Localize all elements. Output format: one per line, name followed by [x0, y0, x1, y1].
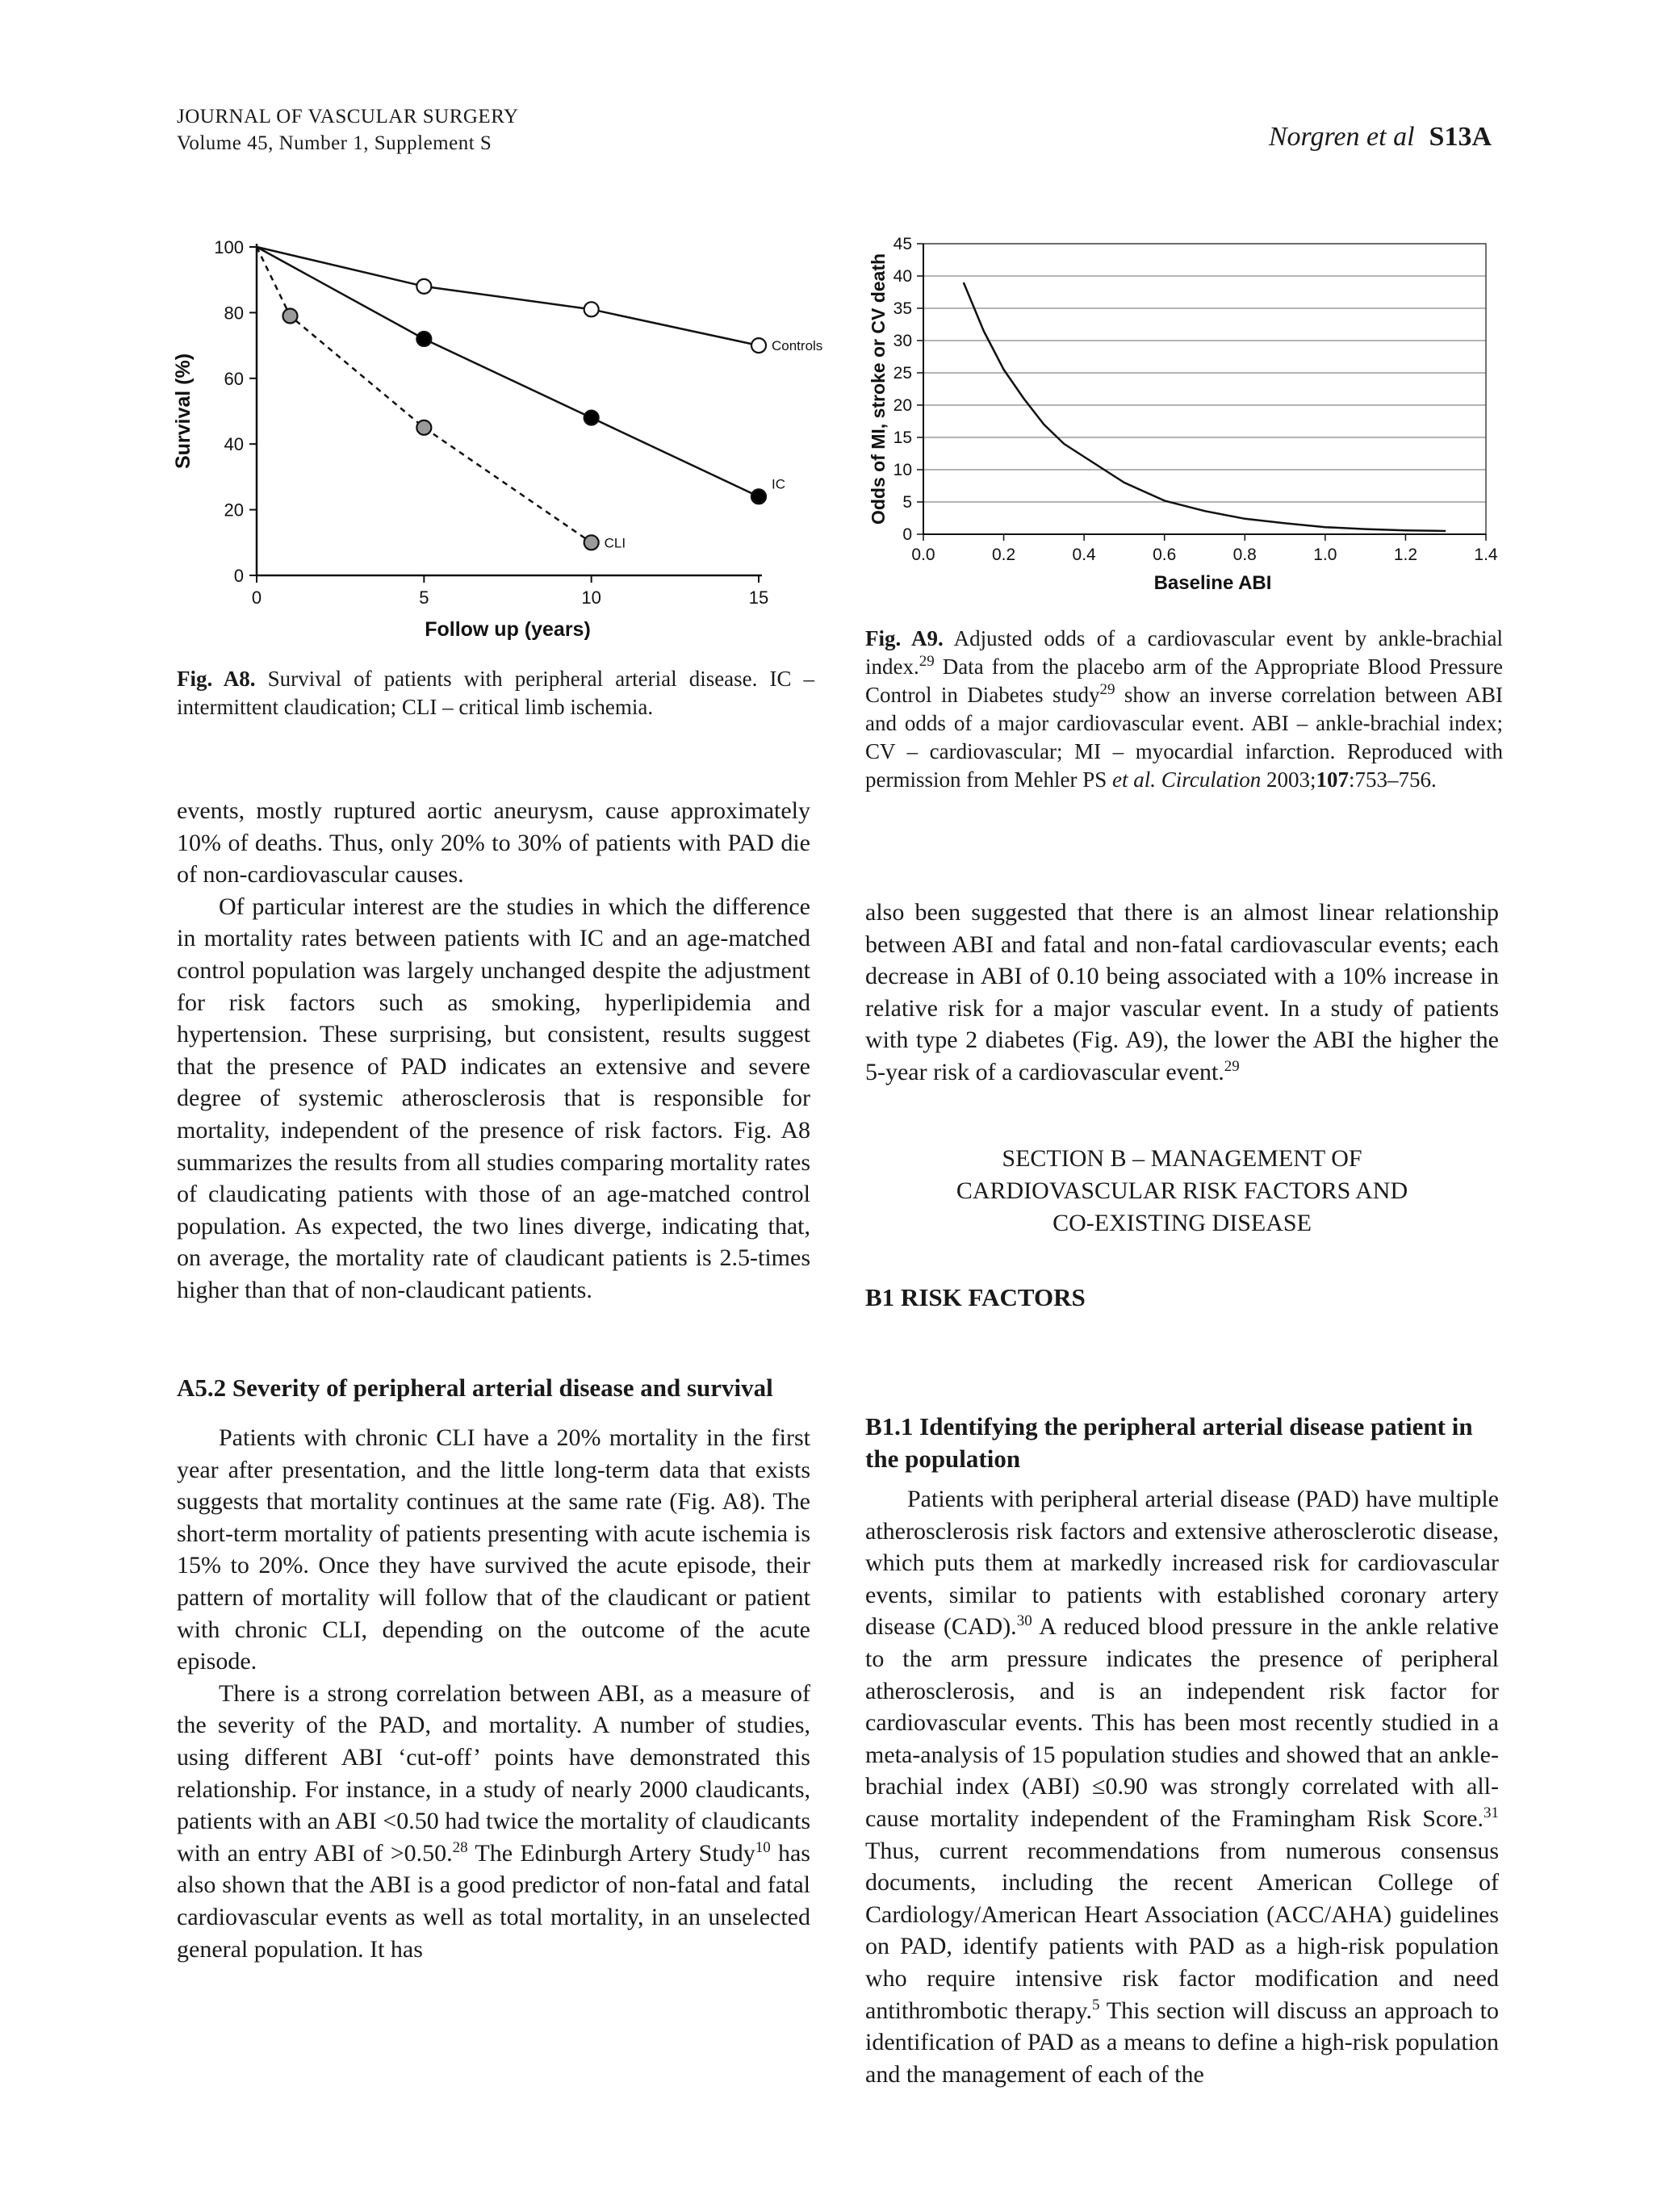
- y-tick-label: 25: [893, 364, 912, 383]
- series-line-ic: [257, 247, 759, 496]
- caption-text: Data from the placebo arm of the Appropriate Blood Pressure Control in Diabetes study: [865, 654, 1504, 707]
- series-label-cli: CLI: [604, 535, 626, 551]
- y-tick-label: 10: [893, 461, 912, 479]
- text-run: also been suggested that there is an almost linear relationship between ABI and fatal and non-fatal cardiovascular events; each decrease in ABI of 0.10 being associated with a 10% increase in relative risk for a major vascular event. In a study of patients with type 2 diabetes (Fig. A9), the lower the ABI the higher the 5-year risk of a cardiovascular event.: [865, 899, 1499, 1085]
- caption-text: show an inverse correlation between ABI and odds of a major cardiovascular event. ABI – ankle-brachial index; CV – cardiovascular; MI – myocardial infarction. Reproduced with permission from Mehler PS: [865, 683, 1504, 792]
- y-tick-label: 60: [224, 368, 244, 389]
- caption-text: et al.: [1111, 767, 1156, 792]
- citation-ref: 28: [452, 1838, 468, 1856]
- right-column-upper: [865, 897, 1499, 1089]
- right-column-lower: [865, 1411, 1499, 2090]
- caption-text: :753–756.: [1349, 767, 1437, 792]
- section-heading-a5-2: A5.2 Severity of peripheral arterial disease and survival: [177, 1374, 773, 1402]
- x-tick-label: 0.6: [1153, 546, 1177, 564]
- figure-a8-caption-text: Survival of patients with peripheral arterial disease. IC – intermittent claudication; CLI – critical limb ischemia.: [177, 667, 814, 719]
- y-tick-label: 20: [224, 500, 244, 521]
- x-axis-title: Follow up (years): [425, 618, 591, 641]
- citation-ref: 29: [919, 653, 935, 670]
- x-tick-label: 1.0: [1313, 546, 1337, 564]
- left-column-upper: [177, 795, 810, 1307]
- section-title-line: CO-EXISTING DISEASE: [1052, 1210, 1312, 1236]
- text-run: has also shown that the ABI is a good predictor of non-fatal and fatal cardiovascular events as well as total mortality, in an unselected general population. It has: [177, 1839, 810, 1963]
- volume-info: Volume 45, Number 1, Supplement S: [177, 132, 492, 154]
- y-tick-label: 20: [893, 396, 912, 415]
- section-b-title: [865, 1143, 1499, 1240]
- y-tick-label: 0: [233, 566, 244, 586]
- text-run: The Edinburgh Artery Study: [467, 1839, 755, 1867]
- y-tick-label: 40: [893, 267, 912, 286]
- running-header: [177, 103, 519, 157]
- paragraph: [865, 1483, 1499, 2090]
- journal-name: JOURNAL OF VASCULAR SURGERY: [177, 106, 519, 128]
- y-tick-label: 40: [224, 434, 244, 455]
- paragraph: Of particular interest are the studies in which the difference in mortality rates between patients with IC and an age-matched control population was largely unchanged despite the adjustment for risk factors such as smoking, hyperlipidemia and hypertension. These surprising, but consistent, results suggest that the presence of PAD indicates an extensive and severe degree of systemic atherosclerosis that is responsible for mortality, independent of the presence of risk factors. Fig. A8 summarizes the results from all studies comparing mortality rates of claudicating patients with those of an age-matched control population. As expected, the two lines diverge, indicating that, on average, the mortality rate of claudicant patients is 2.5-times higher than that of non-claudicant patients.: [177, 893, 810, 1303]
- authors: Norgren et al: [1268, 122, 1415, 152]
- x-tick-label: 5: [419, 587, 429, 608]
- caption-text: Adjusted odds of a cardiovascular event by ankle-brachial index.: [865, 626, 1503, 679]
- y-tick-label: 100: [214, 237, 244, 257]
- text-run: A reduced blood pressure in the ankle relative to the arm pressure indicates the presence of peripheral atherosclerosis, and is an independent risk factor for cardiovascular events. This has been most recently studied in a meta-analysis of 15 population studies and showed that an ankle-brachial index (ABI) ≤0.90 was strongly correlated with all-cause mortality independent of the Framingham Risk Score.: [865, 1613, 1500, 1832]
- y-axis-title: Survival (%): [172, 353, 195, 470]
- y-tick-label: 0: [902, 525, 912, 544]
- citation-ref: 29: [1099, 681, 1115, 698]
- figure-a9-chart: [854, 224, 1516, 604]
- data-point-controls: [416, 279, 431, 294]
- y-tick-label: 15: [893, 429, 912, 447]
- section-title-line: CARDIOVASCULAR RISK FACTORS AND: [956, 1177, 1408, 1204]
- paragraph: [177, 1678, 810, 1965]
- data-point-ic: [416, 332, 431, 346]
- x-tick-label: 15: [748, 587, 769, 608]
- text-run: There is a strong correlation between ABI, as a measure of the severity of the PAD, and mortality. A number of studies, using different ABI ‘cut-off’ points have demonstrated this relationship. For instance, in a study of nearly 2000 claudicants, patients with an ABI <0.50 had twice the mortality of claudicants with an entry ABI of >0.50.: [177, 1679, 810, 1867]
- x-axis-title: Baseline ABI: [1153, 572, 1272, 594]
- left-column-lower: [177, 1372, 810, 1965]
- x-tick-label: 0: [251, 587, 262, 608]
- x-tick-label: 0.4: [1072, 546, 1096, 564]
- text-run: Thus, current recommendations from numerous consensus documents, including the recent American College of Cardiology/American Heart Association (ACC/AHA) guidelines on PAD, identify patients with PAD as a high-risk population who require intensive risk factor modification and need antithrombotic therapy.: [865, 1837, 1499, 2024]
- data-point-controls: [751, 338, 766, 353]
- data-point-ic: [584, 411, 599, 425]
- heading-b1-1: B1.1 Identifying the peripheral arterial disease patient in the population: [865, 1412, 1473, 1473]
- data-point-cli: [282, 308, 297, 323]
- x-tick-label: 0.8: [1232, 546, 1257, 564]
- page-header-right: [1269, 121, 1492, 153]
- x-tick-label: 1.2: [1393, 546, 1418, 564]
- paragraph: Patients with chronic CLI have a 20% mortality in the first year after presentation, and the little long-term data that exists suggests that mortality continues at the same rate (Fig. A8). The short-term mortality of patients presenting with acute ischemia is 15% to 20%. Once they have survived the acute episode, their pattern of mortality will follow that of the claudicant or patient with chronic CLI, depending on the outcome of the acute episode.: [177, 1424, 810, 1675]
- text-run: This section will discuss an approach to identification of PAD as a means to define a high-risk population and the management of each of the: [865, 1997, 1500, 2088]
- citation-ref: 5: [1091, 1996, 1100, 2013]
- y-axis-title: Odds of MI, stroke or CV death: [868, 253, 889, 525]
- x-tick-label: 0.0: [911, 546, 935, 564]
- series-line-odds: [964, 282, 1446, 531]
- x-tick-label: 1.4: [1474, 546, 1498, 564]
- y-tick-label: 80: [224, 303, 244, 324]
- citation-ref: 30: [1016, 1612, 1032, 1630]
- plot-frame: [923, 244, 1486, 534]
- y-tick-label: 30: [893, 332, 912, 350]
- paragraph: [865, 897, 1499, 1089]
- caption-volume: 107: [1316, 767, 1350, 792]
- caption-journal: Circulation: [1161, 767, 1262, 792]
- page-number: S13A: [1429, 122, 1492, 152]
- series-label-ic: IC: [772, 476, 785, 492]
- y-tick-label: 35: [893, 299, 912, 318]
- citation-ref: 10: [755, 1838, 771, 1856]
- data-point-cli: [584, 535, 599, 550]
- series-label-controls: Controls: [772, 338, 823, 354]
- heading-b1-risk-factors: B1 RISK FACTORS: [865, 1283, 1086, 1311]
- figure-a9-label: Fig. A9.: [865, 626, 944, 650]
- y-tick-label: 45: [893, 235, 912, 253]
- data-point-controls: [584, 302, 599, 316]
- x-tick-label: 0.2: [991, 546, 1016, 564]
- figure-a9-caption: [865, 625, 1503, 794]
- text-run: Patients with peripheral arterial disease (PAD) have multiple atherosclerosis risk factors and extensive atherosclerotic disease, which puts them at markedly increased risk for cardiovascular events, similar to patients with established coronary artery disease (CAD).: [865, 1486, 1499, 1641]
- data-point-cli: [416, 420, 431, 435]
- figure-a8-caption: [177, 665, 814, 721]
- section-title-line: SECTION B – MANAGEMENT OF: [1002, 1145, 1362, 1172]
- caption-text: 2003;: [1266, 767, 1316, 792]
- citation-ref: 29: [1224, 1057, 1240, 1075]
- data-point-ic: [751, 489, 766, 504]
- x-tick-label: 10: [581, 587, 601, 608]
- citation-ref: 31: [1484, 1804, 1499, 1821]
- figure-a8-chart: [165, 224, 827, 644]
- y-tick-label: 5: [902, 493, 912, 512]
- paragraph: events, mostly ruptured aortic aneurysm, cause approximately 10% of deaths. Thus, only 20% to 30% of patients with PAD die of non-cardiovascular causes.: [177, 797, 810, 889]
- series-line-controls: [257, 247, 759, 345]
- figure-a8-label: Fig. A8.: [177, 667, 256, 691]
